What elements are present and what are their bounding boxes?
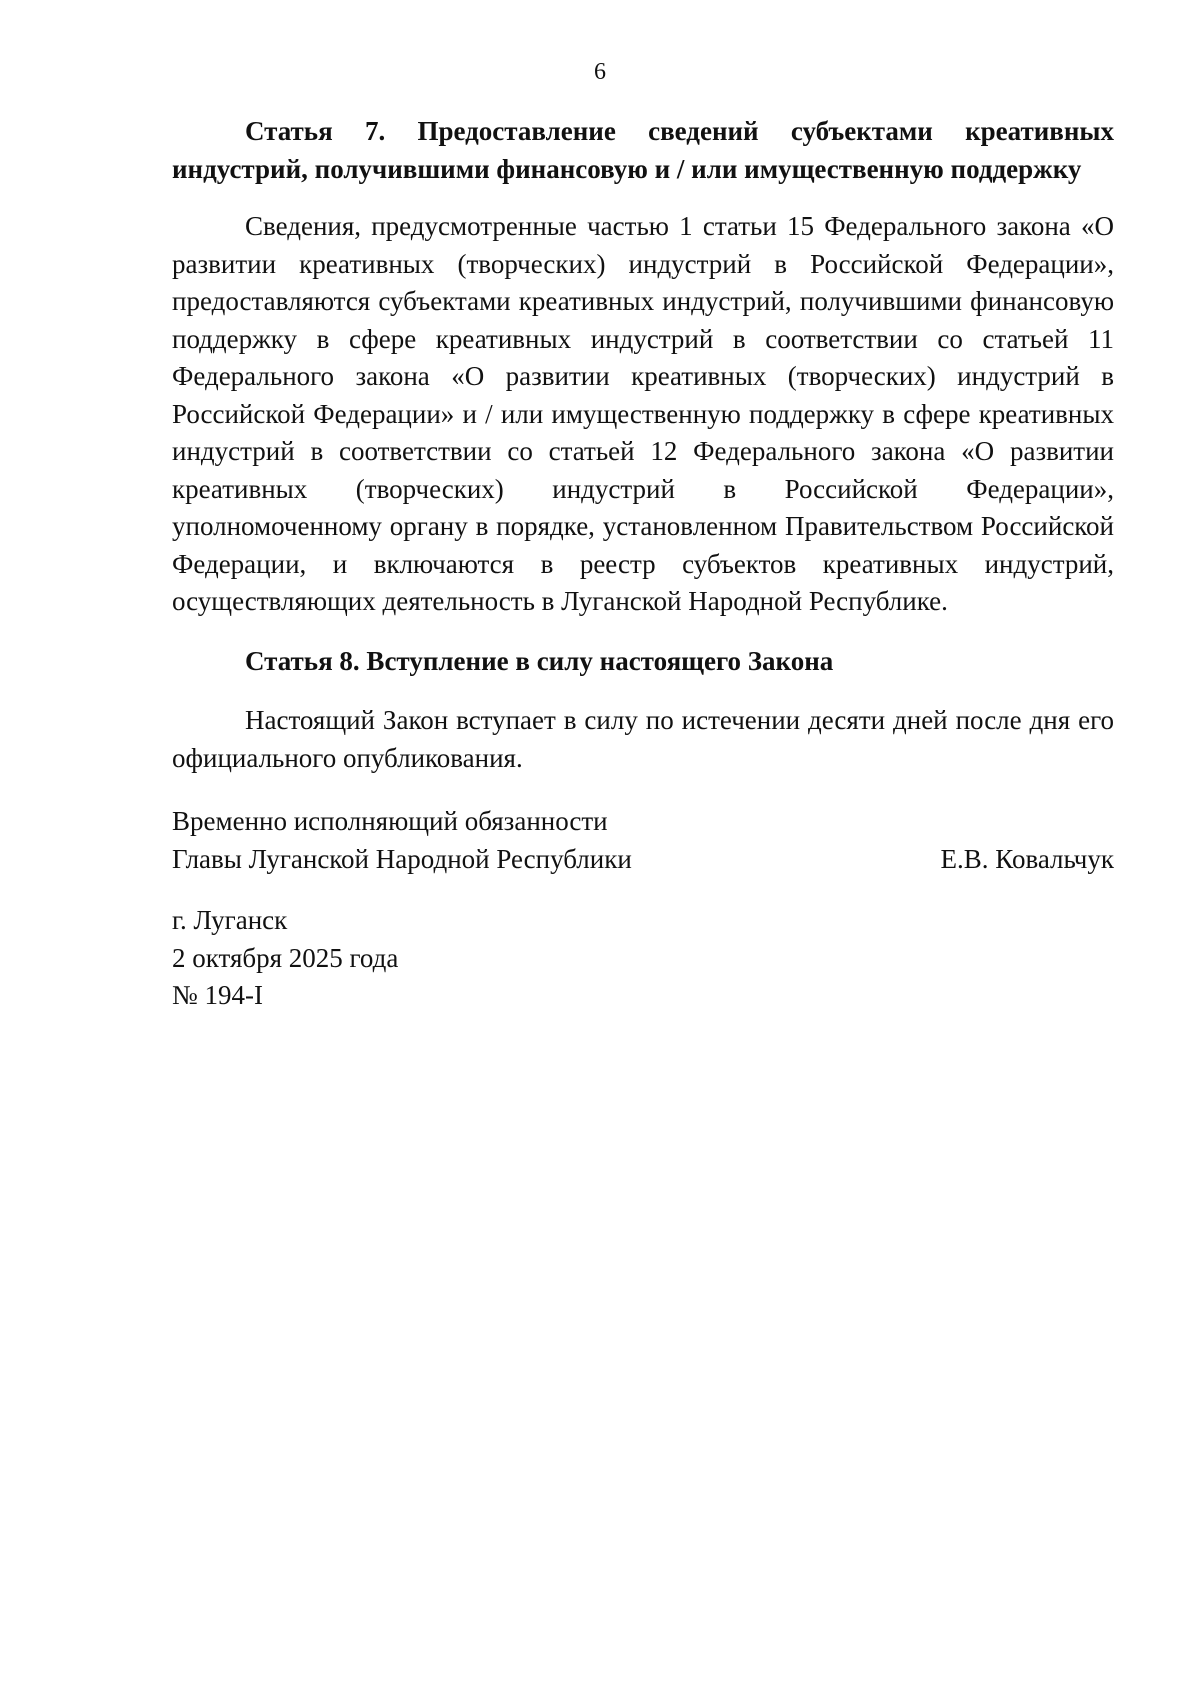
document-footer (172, 902, 1114, 1015)
signatory-title-line-2 (172, 841, 1114, 879)
city: г. Луганск (172, 905, 288, 935)
article-7-heading: Статья 7. Предоставление сведений субъектами креативных индустрий, получившими финансовую и / или имущественную поддержку (172, 116, 1114, 184)
signatory-title-line-1 (172, 803, 1114, 841)
signatory-title-2: Главы Луганской Народной Республики (172, 843, 632, 874)
signature-block (172, 803, 1114, 878)
document-content (172, 113, 1114, 1015)
page-number: 6 (594, 59, 606, 85)
law-number: № 194-I (172, 980, 263, 1010)
signatory-title-1: Временно исполняющий обязанности (172, 806, 608, 836)
article-7-body: Сведения, предусмотренные частью 1 статьи 15 Федерального закона «О развитии креативных (творческих) индустрий в Российской Федерации», предоставляются субъектами креативных индустрий, получившими финансовую поддержку в сфере креативных индустрий в соответствии со статьей 11 Федерального закона «О развитии креативных (творческих) индустрий в Российской Федерации» и / или имущественную поддержку в сфере креативных индустрий в соответствии со статьей 12 Федерального закона «О развитии креативных (творческих) индустрий в Российской Федерации», уполномоченному органу в порядке, установленном Правительством Российской Федерации, и включаются в реестр субъектов креативных индустрий, осуществляющих деятельность в Луганской Народной Республике. (172, 211, 1114, 616)
date: 2 октября 2025 года (172, 942, 399, 973)
article-8-body: Настоящий Закон вступает в силу по истечении десяти дней после дня его официального опубликования. (172, 705, 1114, 773)
article-8-heading: Статья 8. Вступление в силу настоящего Закона (245, 645, 834, 676)
signatory-name: Е.В. Ковальчук (940, 843, 1114, 874)
